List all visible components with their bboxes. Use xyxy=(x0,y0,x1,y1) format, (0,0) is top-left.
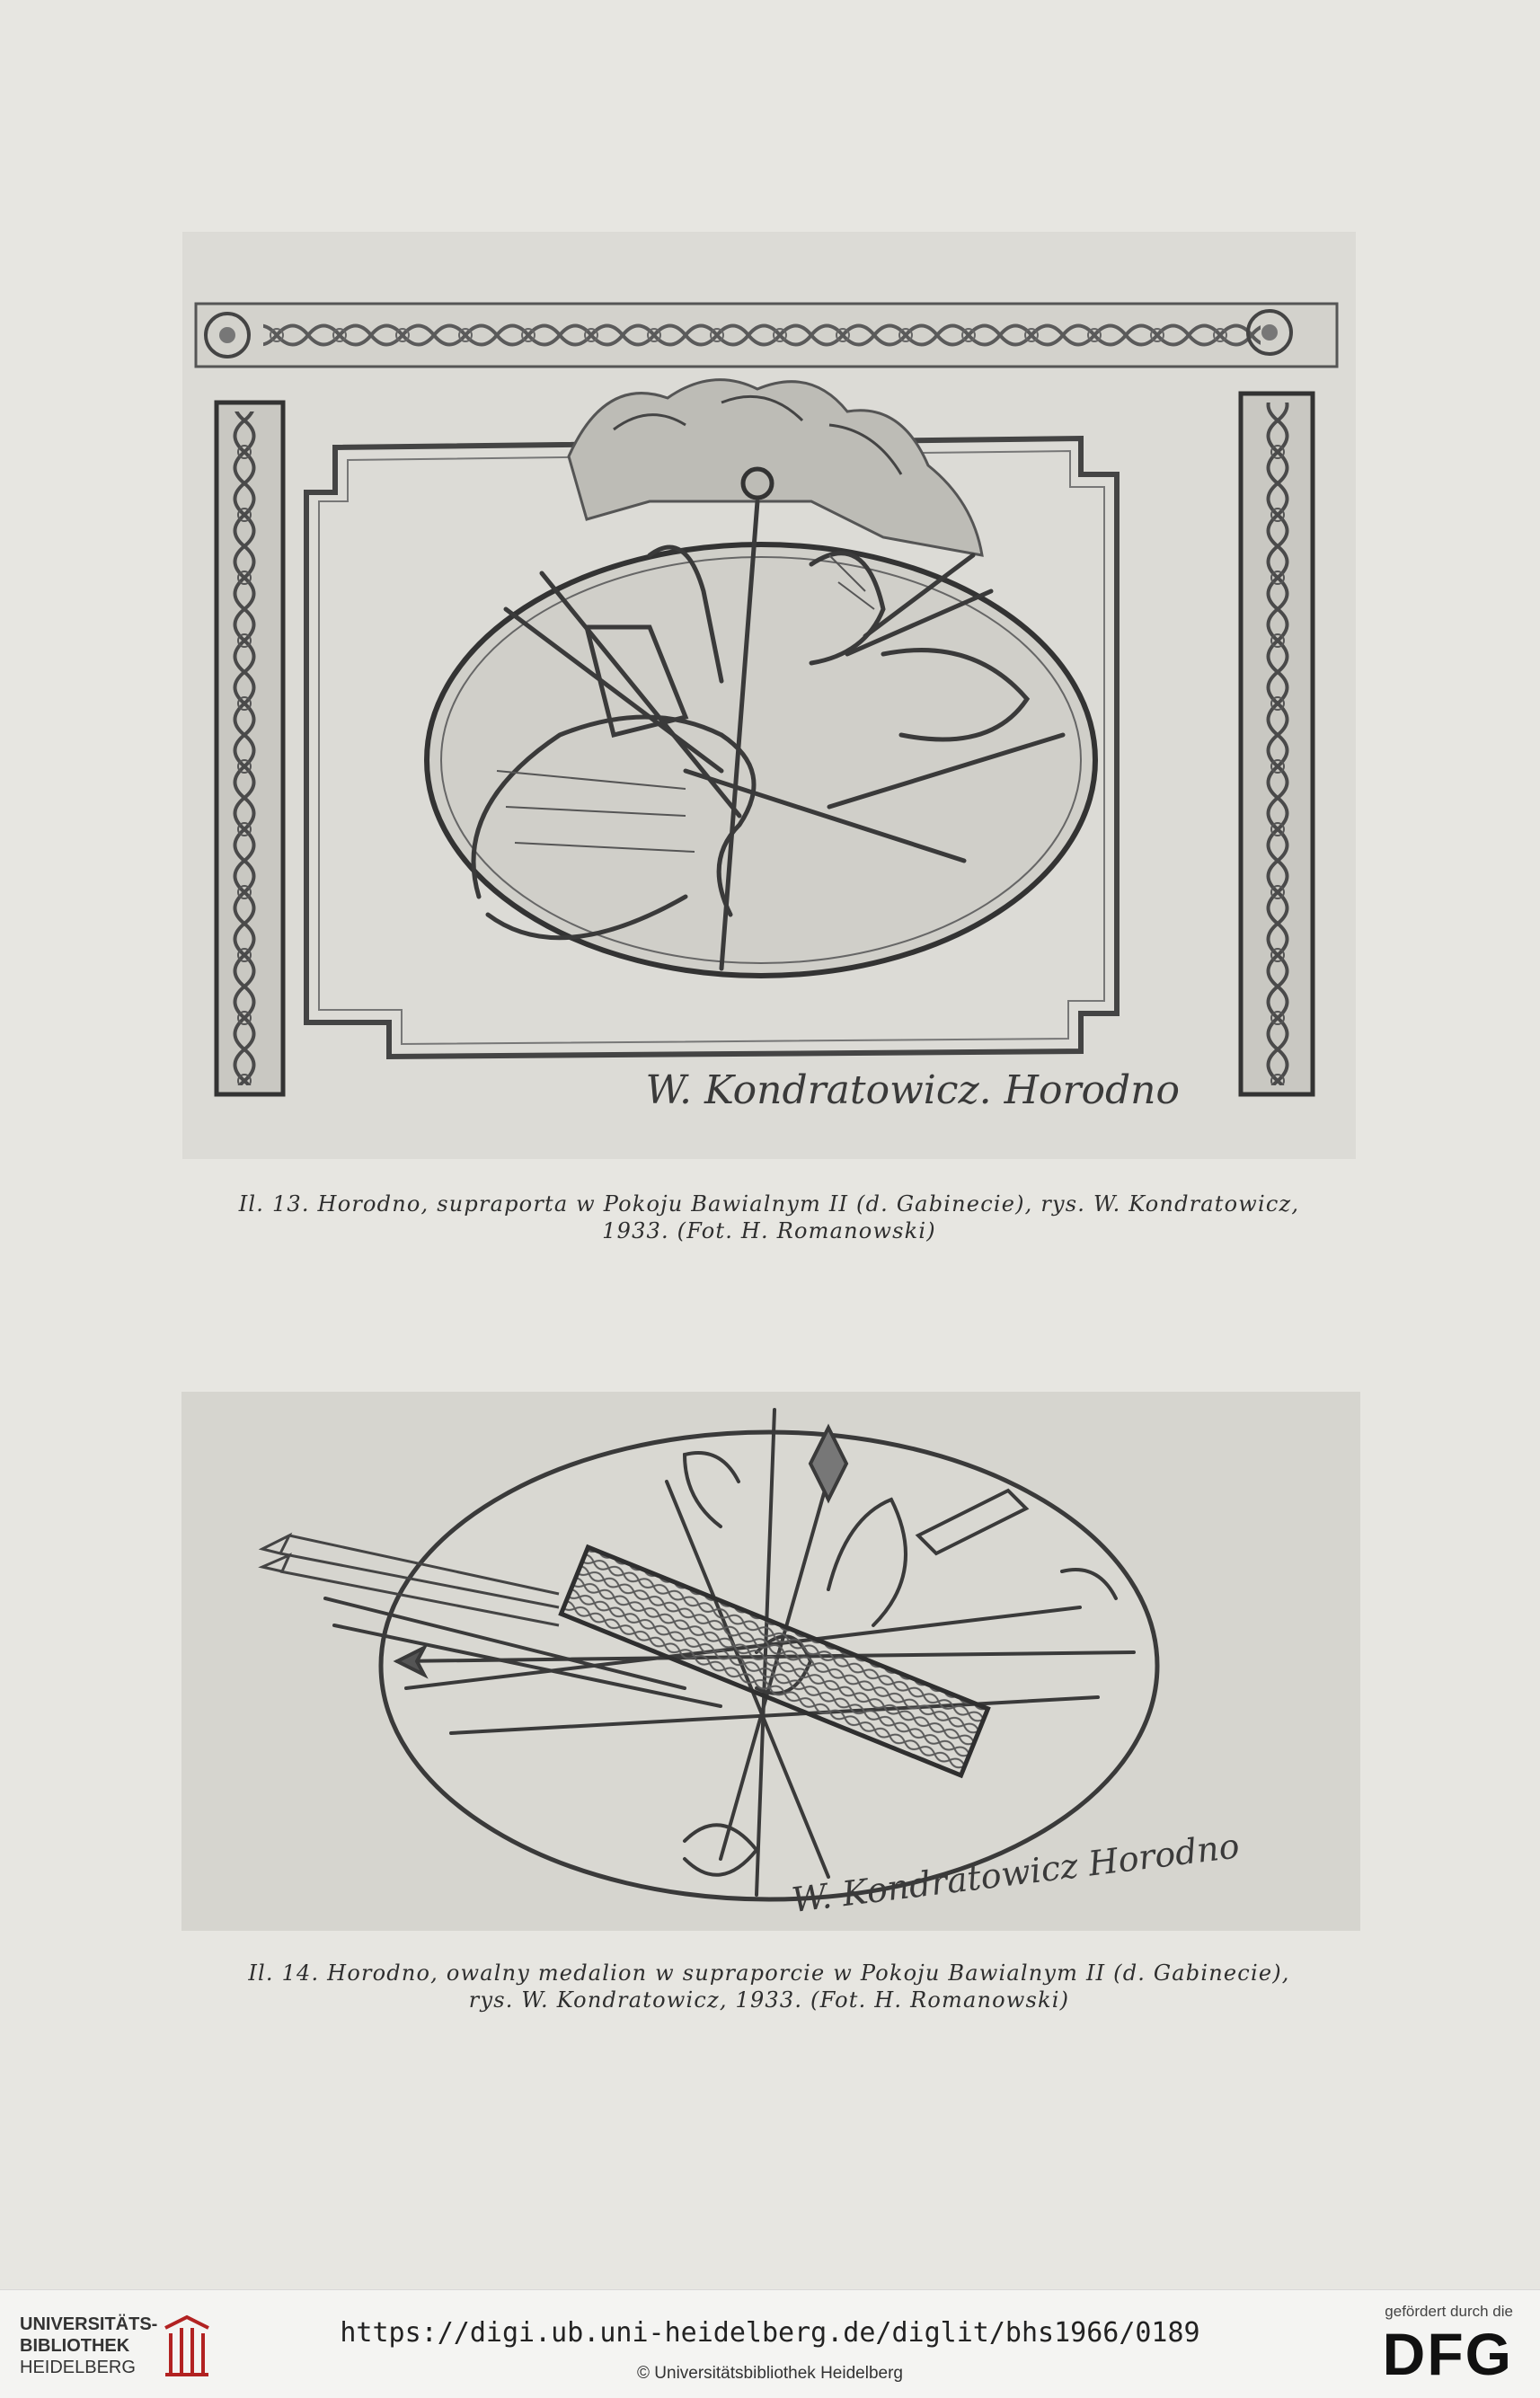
figure-14-signature: W. Kondratowicz Horodno xyxy=(789,1826,1242,1921)
figure-14-caption-line2: rys. W. Kondratowicz, 1933. (Fot. H. Romanowski) xyxy=(468,1987,1070,2013)
figure-14-caption xyxy=(162,1960,1376,2013)
permalink-url[interactable]: https://digi.ub.uni-heidelberg.de/diglit/bhs1966/0189 xyxy=(340,2317,1200,2349)
figure-13-caption xyxy=(162,1190,1376,1244)
supraporta-sketch xyxy=(182,232,1356,1159)
library-name-line3: HEIDELBERG xyxy=(20,2358,136,2377)
figure-14-drawing xyxy=(181,1392,1360,1931)
figure-13-signature: W. Kondratowicz. Horodno xyxy=(645,1067,1180,1113)
footer-bar xyxy=(0,2289,1540,2398)
figure-13-caption-line1: Il. 13. Horodno, supraporta w Pokoju Bawialnym II (d. Gabinecie), rys. W. Kondratowicz, xyxy=(238,1191,1300,1217)
library-name-line2: BIBLIOTHEK xyxy=(20,2336,130,2356)
copyright-notice: © Universitätsbibliothek Heidelberg xyxy=(637,2364,903,2383)
library-name-line1: UNIVERSITÄTS- xyxy=(20,2314,158,2334)
funding-label: gefördert durch die xyxy=(1385,2303,1513,2320)
figure-13-drawing xyxy=(182,232,1356,1159)
oval-medallion-sketch xyxy=(181,1392,1360,1931)
figure-14-caption-line1: Il. 14. Horodno, owalny medalion w supraporcie w Pokoju Bawialnym II (d. Gabinecie), xyxy=(248,1960,1290,1986)
figure-13-caption-line2: 1933. (Fot. H. Romanowski) xyxy=(602,1218,936,1243)
dfg-logo[interactable]: DFG xyxy=(1382,2321,1513,2387)
